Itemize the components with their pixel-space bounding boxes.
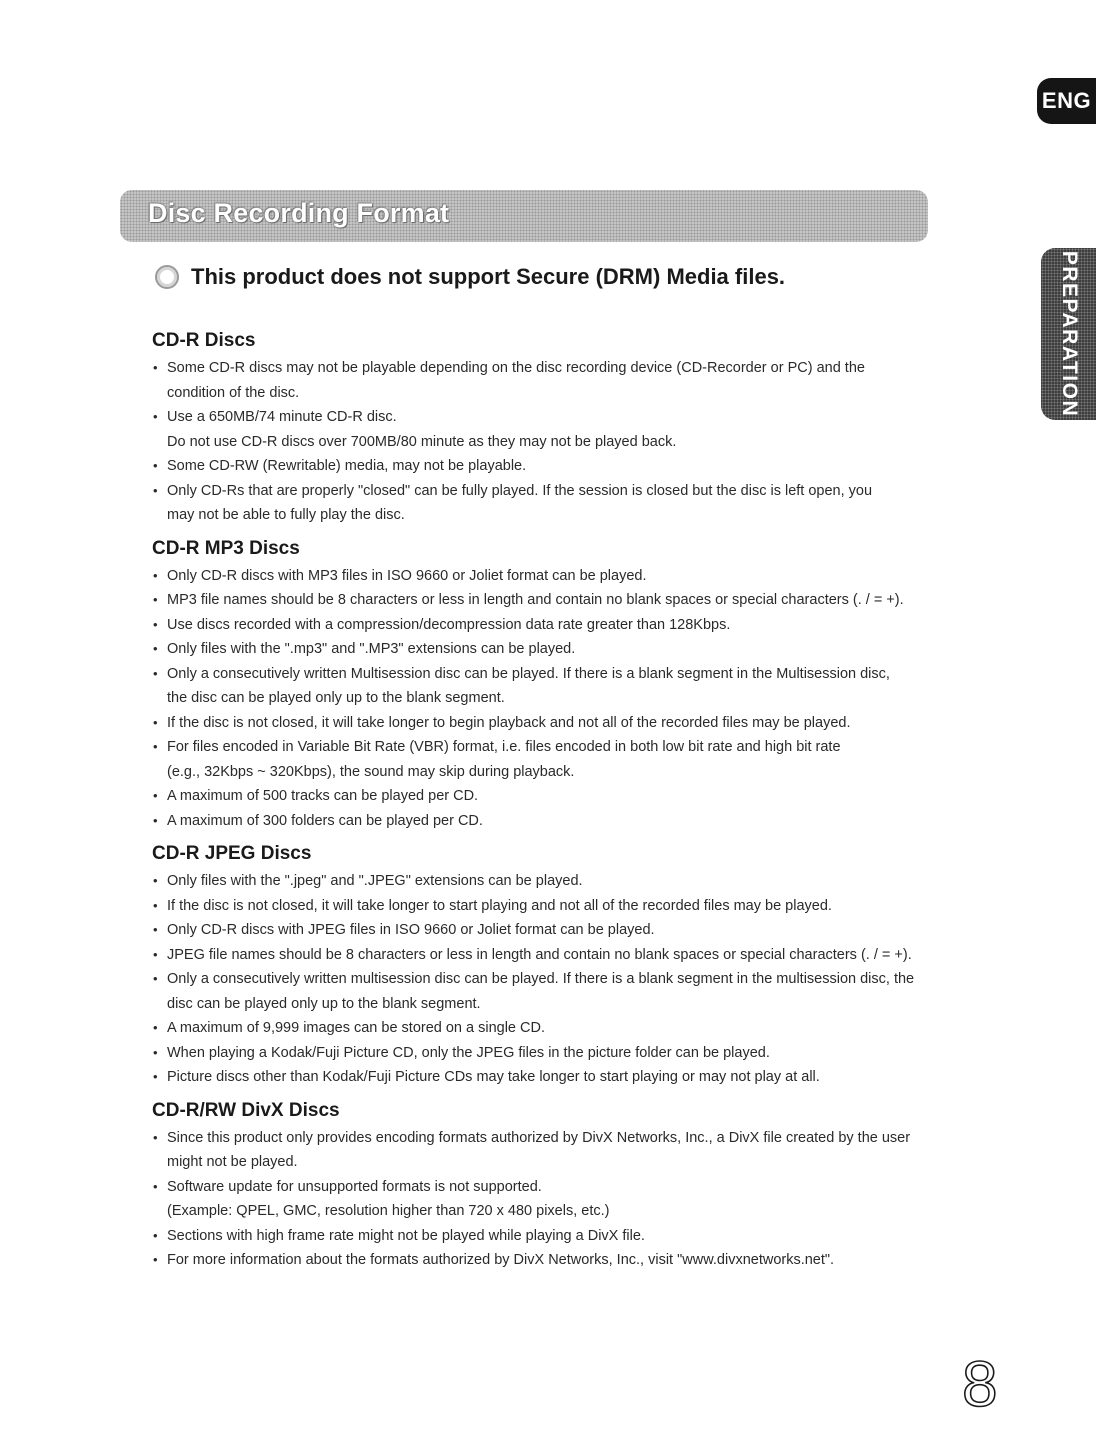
bullet-list bbox=[152, 564, 1032, 834]
section-heading: CD-R/RW DivX Discs bbox=[152, 1099, 340, 1121]
disc-section bbox=[152, 538, 1032, 834]
continuation-line: disc can be played only up to the blank segment. bbox=[167, 995, 481, 1012]
page-number: 8 bbox=[962, 1348, 998, 1420]
continuation-line: might not be played. bbox=[167, 1154, 298, 1170]
bullet-item: • Only a consecutively written Multisession disc can be played. If there is a blank segment in the Multisession disc, bbox=[152, 662, 1032, 687]
bullet-item: • Since this product only provides encoding formats authorized by DivX Networks, Inc., a DivX file created by the user bbox=[152, 1126, 1032, 1151]
language-tab bbox=[1037, 78, 1096, 124]
bullet-item: • MP3 file names should be 8 characters or less in length and contain no blank spaces or special characters (. / = +). bbox=[152, 588, 1032, 613]
disc-section bbox=[152, 1100, 1032, 1273]
bullet-item: • A maximum of 300 folders can be played per CD. bbox=[152, 809, 1032, 834]
content-body bbox=[152, 330, 1032, 1283]
notice-bullet-icon bbox=[155, 265, 179, 289]
bullet-item: • Only files with the ".jpeg" and ".JPEG" extensions can be played. bbox=[152, 869, 1032, 894]
bullet-item: • If the disc is not closed, it will take longer to begin playback and not all of the recorded files may be played. bbox=[152, 711, 1032, 736]
chapter-tab-label: PREPARATION bbox=[1057, 250, 1081, 418]
continuation-line: may not be able to fully play the disc. bbox=[167, 507, 405, 523]
notice-text: This product does not support Secure (DRM) Media files. bbox=[191, 264, 786, 289]
language-tab-label: ENG bbox=[1041, 88, 1092, 113]
drm-notice bbox=[155, 264, 785, 290]
bullet-item: • Picture discs other than Kodak/Fuji Picture CDs may take longer to start playing or may not play at all. bbox=[152, 1065, 1032, 1090]
continuation-line: Do not use CD-R discs over 700MB/80 minute as they may not be played back. bbox=[167, 433, 677, 450]
bullet-item: • Use a 650MB/74 minute CD-R disc. bbox=[152, 405, 1032, 430]
bullet-item: • If the disc is not closed, it will take longer to start playing and not all of the recorded files may be played. bbox=[152, 894, 1032, 919]
continuation-line: (Example: QPEL, GMC, resolution higher than 720 x 480 pixels, etc.) bbox=[167, 1203, 610, 1219]
section-heading: CD-R Discs bbox=[152, 330, 256, 351]
section-heading: CD-R MP3 Discs bbox=[152, 537, 300, 559]
bullet-item: • Some CD-R discs may not be playable depending on the disc recording device (CD-Recorder or PC) and the bbox=[152, 356, 1032, 381]
bullet-item: • For files encoded in Variable Bit Rate (VBR) format, i.e. files encoded in both low bit rate and high bit rate bbox=[152, 735, 1032, 760]
section-banner bbox=[120, 190, 928, 242]
disc-section bbox=[152, 843, 1032, 1090]
disc-section bbox=[152, 330, 1032, 528]
chapter-tab bbox=[1041, 248, 1096, 420]
bullet-list bbox=[152, 869, 1032, 1090]
bullet-item: • JPEG file names should be 8 characters or less in length and contain no blank spaces or special characters (. / = +). bbox=[152, 943, 1032, 968]
bullet-item: • When playing a Kodak/Fuji Picture CD, only the JPEG files in the picture folder can be played. bbox=[152, 1041, 1032, 1066]
continuation-line: condition of the disc. bbox=[167, 384, 300, 401]
bullet-item: • Only CD-R discs with MP3 files in ISO 9660 or Joliet format can be played. bbox=[152, 564, 1032, 589]
bullet-item: • For more information about the formats authorized by DivX Networks, Inc., visit "www.divxnetworks.net". bbox=[152, 1248, 1032, 1273]
bullet-item: • Use discs recorded with a compression/decompression data rate greater than 128Kbps. bbox=[152, 613, 1032, 638]
bullet-item: • Only files with the ".mp3" and ".MP3" extensions can be played. bbox=[152, 637, 1032, 662]
bullet-item: • Software update for unsupported formats is not supported. bbox=[152, 1175, 1032, 1200]
page-title: Disc Recording Format bbox=[148, 198, 450, 228]
bullet-item: • Only a consecutively written multisession disc can be played. If there is a blank segment in the multisession disc, the bbox=[152, 967, 1032, 992]
continuation-line: the disc can be played only up to the blank segment. bbox=[167, 690, 505, 706]
bullet-list bbox=[152, 356, 1032, 528]
bullet-item: • Sections with high frame rate might not be played while playing a DivX file. bbox=[152, 1224, 1032, 1249]
bullet-item: • A maximum of 9,999 images can be stored on a single CD. bbox=[152, 1016, 1032, 1041]
continuation-line: (e.g., 32Kbps ~ 320Kbps), the sound may skip during playback. bbox=[167, 763, 575, 780]
bullet-item: • Only CD-Rs that are properly "closed" can be fully played. If the session is closed but the disc is left open, you bbox=[152, 479, 1032, 504]
bullet-item: • A maximum of 500 tracks can be played per CD. bbox=[152, 784, 1032, 809]
section-heading: CD-R JPEG Discs bbox=[152, 843, 312, 864]
bullet-item: • Some CD-RW (Rewritable) media, may not be playable. bbox=[152, 454, 1032, 479]
bullet-list bbox=[152, 1126, 1032, 1273]
bullet-item: • Only CD-R discs with JPEG files in ISO 9660 or Joliet format can be played. bbox=[152, 918, 1032, 943]
